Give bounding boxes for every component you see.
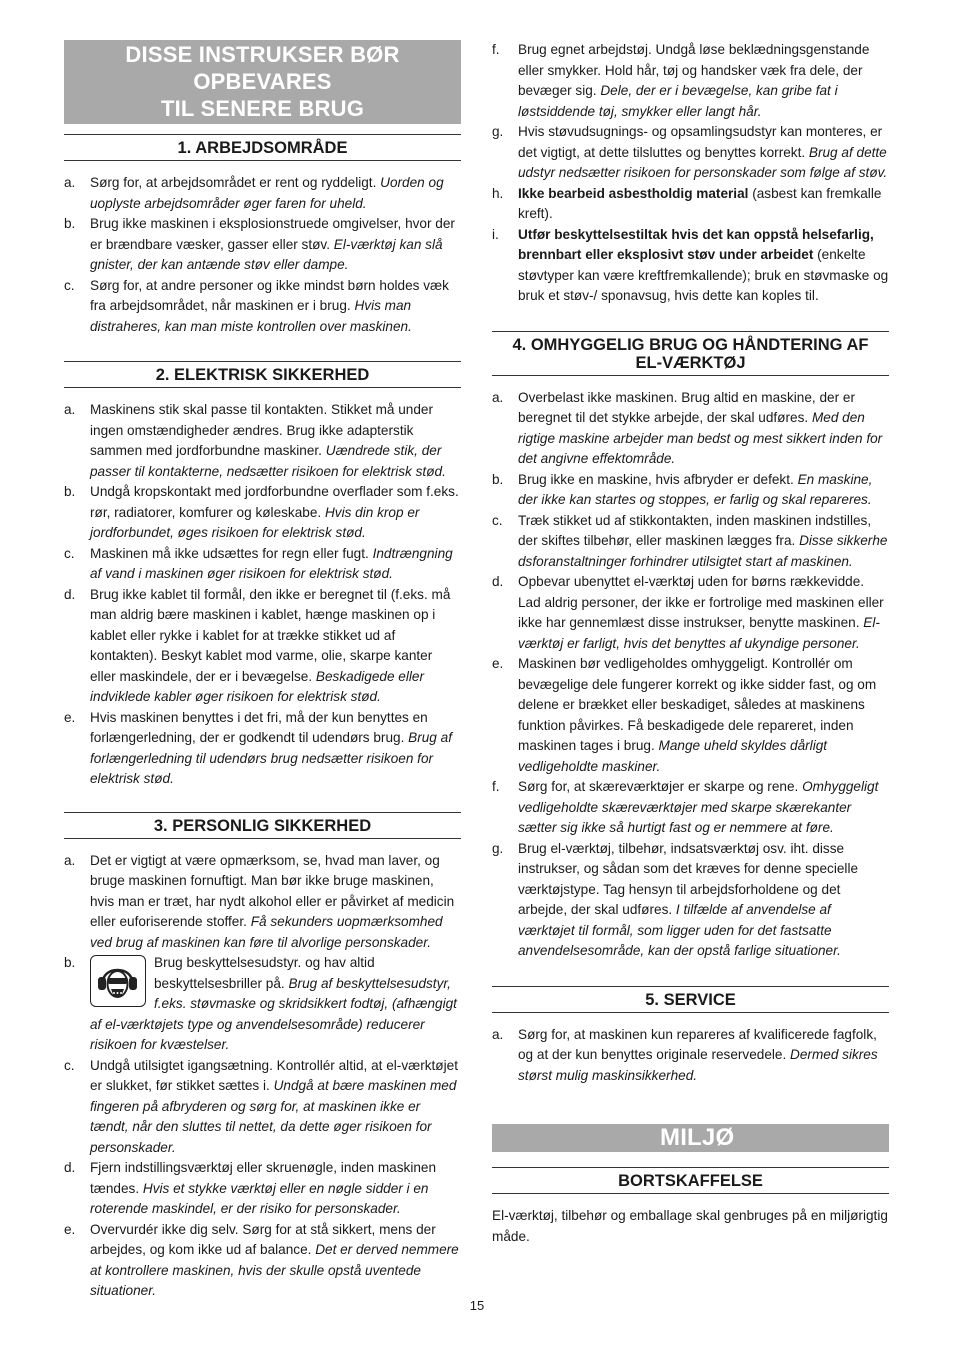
item-bold-text: Utfør beskyttelsestiltak hvis det kan oppstå helsefarlig, brennbart eller eksplosivt støv under arbeidet (518, 226, 874, 262)
item-italic-text: Uorden og uoplyste arbejdsområder øger faren for uheld. (90, 175, 444, 211)
item-italic-text: En maskine, der ikke kan startes og stoppes, er farlig og skal repareres. (518, 471, 873, 507)
section-heading-personal-safety: 3. PERSONLIG SIKKERHED (64, 812, 461, 839)
item-italic-text: Undgå at bære maskinen med fingeren på afbryderen og sørg for, at maskinen ikke er tændt, når den sluttes til nettet, da dette øger risikoen for personskader. (90, 1078, 457, 1155)
item-italic-text: Det er derved nemmere at kontrollere maskinen, hvis der skulle opstå uventede situationer. (90, 1242, 459, 1298)
list-item (492, 122, 889, 184)
item-text: Opbevar ubenyttet el-værktøj uden for børns rækkevidde. Lad aldrig personer, der ikke er fortrolige med maskinen eller ikke har gennemlæst disse instrukser, benytte maskinen. (518, 574, 884, 630)
item-italic-text: El-værktøj kan slå gnister, der kan antænde støv eller dampe. (90, 236, 443, 272)
item-text: Maskinens stik skal passe til kontakten. Stikket må under ingen omstændigheder ændres. Brug ikke adapterstik sammen med jordforbundne maskiner. (90, 402, 434, 458)
item-text: Hvis maskinen benyttes i det fri, må der kun benyttes en forlængerledning, der er godkendt til udendørs brug. (90, 709, 428, 745)
item-text: Brug el-værktøj, tilbehør, indsatsværktøj osv. iht. disse instrukser, og sådan som det kræves for denne specielle værktøjstype. Tag hensyn til arbejdsforholdene og det arbejde, der skal udføres. (518, 840, 859, 917)
left-column (64, 40, 461, 1302)
item-letter: c. (64, 545, 75, 561)
item-text: Sørg for, at maskinen kun repareres af kvalificerede fagfolk, og at der kun benyttes originale reservedele. (518, 1026, 877, 1062)
item-letter: a. (64, 402, 76, 417)
section-list-electrical-safety (64, 400, 461, 790)
list-item (492, 1025, 889, 1087)
item-italic-text: Brug af beskyttelsesudstyr, f.eks. støvmaske og skridsikkert fodtøj, (afhængigt af el-værktøjets type og anvendelsesområde) reducerer risikoen for kvæstelser. (90, 975, 457, 1052)
section-list-personal-safety (64, 851, 461, 1302)
item-italic-text: Brug af dette udstyr nedsætter risikoen for personskader som følge af støv. (518, 144, 888, 180)
item-letter: g. (492, 840, 504, 856)
item-letter: d. (64, 586, 76, 602)
item-text: Hvis støvudsugnings- og opsamlingsudstyr kan monteres, er det vigtigt, at dette tilsluttes og benyttes korrekt. (518, 124, 883, 160)
right-column (492, 40, 889, 1247)
item-letter: g. (492, 124, 504, 139)
item-letter: b. (492, 471, 504, 487)
page-title-banner (64, 40, 461, 124)
item-text: Brug egnet arbejdstøj. Undgå løse beklædningsgenstande eller smykker. Hold hår, tøj og handsker væk fra dele, der bevæger sig. (518, 42, 870, 98)
item-letter: a. (492, 389, 504, 405)
section-heading-electrical-safety: 2. ELEKTRISK SIKKERHED (64, 361, 461, 388)
list-item (492, 654, 889, 777)
item-letter: b. (64, 955, 76, 970)
item-italic-text: Uændrede stik, der passer til kontakterne, nedsætter risikoen for elektrisk stød. (90, 443, 446, 479)
list-item (492, 40, 889, 122)
item-italic-text: I tilfælde af anvendelse af værktøjet til formål, som ligger uden for det fastsatte anvendelsesområde, kan der opstå farlige situationer. (518, 902, 841, 958)
item-text: Træk stikket ud af stikkontakten, inden maskinen indstilles, der skiftes tilbehør, eller maskinen lægges fra. (518, 512, 872, 548)
item-italic-text: Få sekunders uopmærksomhed ved brug af maskinen kan føre til alvorlige personskader. (90, 914, 443, 950)
list-item (64, 1220, 461, 1302)
item-letter: i. (492, 226, 499, 242)
safety-gear-icon (90, 955, 146, 1007)
item-text: Brug ikke kablet til formål, den ikke er beregnet til (f.eks. må man aldrig bære maskinen i kablet, hænge maskinen op i kablet eller rykke i kablet for at trække stikket ud af kontakten). Beskyt kablet mod varme, olie, skarpe kanter eller maskindele, der er i bevægelse. (90, 586, 451, 684)
item-italic-text: Dermed sikres størst mulig maskinsikkerhed. (518, 1047, 878, 1083)
page-title-line1: DISSE INSTRUKSER BØR OPBEVARES (125, 42, 400, 94)
item-text: Undgå kropskontakt med jordforbundne overflader som f.eks. rør, radiatorer, komfurer og køleskabe. (90, 484, 459, 520)
section-heading-tool-use (492, 331, 889, 376)
item-italic-text: Indtrængning af vand i maskinen øger risikoen for elektrisk stød. (90, 545, 453, 581)
item-italic-text: Hvis man distraheres, kan man miste kontrollen over maskinen. (90, 298, 412, 334)
item-text: (enkelte støvtyper kan være kreftfremkallende); bruk en støvmaske og bruk et støv-/ sponavsug, hvis dette kan koples til. (518, 247, 889, 303)
list-item (492, 225, 889, 307)
section-list-personal-safety-cont (492, 40, 889, 307)
item-italic-text: Hvis et stykke værktøj eller en nøgle sidder i en roterende maskindel, er der risiko for personskader. (90, 1180, 429, 1216)
list-item (64, 276, 461, 338)
section-heading-disposal: BORTSKAFFELSE (492, 1167, 889, 1194)
item-letter: a. (492, 1026, 504, 1042)
item-letter: f. (492, 779, 500, 794)
item-letter: d. (492, 574, 504, 589)
item-italic-text: El-værktøj er farligt, hvis det benyttes af ukyndige personer. (518, 615, 880, 651)
item-letter: c. (492, 512, 503, 528)
item-italic-text: Omhyggeligt vedligeholdte skæreværktøjer med skarpe skærekanter sætter sig ikke så hurtigt fast og er nemmere at føre. (518, 779, 879, 835)
item-letter: e. (64, 709, 76, 725)
item-letter: d. (64, 1160, 76, 1175)
list-item (64, 585, 461, 708)
item-italic-text: Mange uheld skyldes dårligt vedligeholdte maskiner. (518, 738, 828, 774)
item-text: Maskinen må ikke udsættes for regn eller fugt. (90, 545, 373, 561)
list-item (492, 184, 889, 225)
list-item (64, 400, 461, 482)
item-letter: h. (492, 185, 504, 201)
list-item (64, 173, 461, 214)
section-heading-work-area: 1. ARBEJDSOMRÅDE (64, 134, 461, 161)
item-text: Sørg for, at andre personer og ikke mindst børn holdes væk fra arbejdsområdet, når maskinen er i brug. (90, 277, 449, 313)
page-title-line2: TIL SENERE BRUG (160, 96, 365, 121)
section-heading-tool-use-line1: 4. OMHYGGELIG BRUG OG HÅNDTERING AF (512, 335, 869, 354)
list-item (64, 708, 461, 790)
item-text: Maskinen bør vedligeholdes omhyggeligt. Kontrollér om bevægelige dele fungerer korrekt og ikke sidder fast, og om delene er brækket eller beskadiget, således at maskinens funktion påvirkes. Få beskadigede dele repareret, inden maskinen tages i brug. (518, 656, 877, 753)
list-item (64, 544, 461, 585)
list-item (492, 572, 889, 654)
environment-banner: MILJØ (492, 1124, 889, 1152)
item-italic-text: Med den rigtige maskine arbejder man bedst og mest sikkert inden for det angivne effektområde. (518, 410, 883, 466)
item-text: Overbelast ikke maskinen. Brug altid en maskine, der er beregnet til det stykke arbejde, der skal udføres. (518, 389, 855, 425)
item-text: Det er vigtigt at være opmærksom, se, hvad man laver, og bruge maskinen fornuftigt. Man bør ikke bruge maskinen, hvis man er træt, har nydt alkohol eller er påvirket af medicin eller euforiserende stoffer. (90, 852, 455, 929)
list-item (64, 214, 461, 276)
item-text: Sørg for, at skæreværktøjer er skarpe og rene. (518, 779, 803, 794)
item-letter: c. (64, 277, 75, 293)
list-item (492, 839, 889, 962)
list-item (492, 470, 889, 511)
item-text: Overvurdér ikke dig selv. Sørg for at stå sikkert, mens der arbejdes, og kom ikke ud af balance. (90, 1221, 436, 1257)
item-text: Brug ikke maskinen i eksplosionstruede omgivelser, hvor der er brændbare væsker, gasser eller støv. (90, 216, 455, 252)
item-letter: b. (64, 484, 76, 499)
item-text: Fjern indstillingsværktøj eller skruenøgle, inden maskinen tændes. (90, 1160, 437, 1196)
item-letter: a. (64, 852, 76, 868)
item-letter: f. (492, 42, 500, 57)
section-list-service (492, 1025, 889, 1087)
item-letter: e. (492, 656, 504, 671)
item-text: Brug ikke en maskine, hvis afbryder er defekt. (518, 471, 798, 487)
item-text: Brug beskyttelsesudstyr. og hav altid beskyttelsesbriller på. (154, 955, 375, 991)
section-heading-service: 5. SERVICE (492, 986, 889, 1013)
list-item (492, 777, 889, 839)
disposal-text: El-værktøj, tilbehør og emballage skal genbruges på en miljørigtig måde. (492, 1208, 888, 1244)
section-list-tool-use (492, 388, 889, 962)
item-italic-text: Dele, der er i bevægelse, kan gribe fat i løstsiddende tøj, smykker eller langt hår. (518, 83, 838, 119)
list-item (64, 953, 461, 1056)
item-italic-text: Brug af forlængerledning til udendørs brug nedsætter risikoen for elektrisk stød. (90, 730, 452, 786)
item-letter: a. (64, 175, 76, 190)
item-bold-text: Ikke bearbeid asbestholdig material (518, 185, 749, 201)
item-letter: c. (64, 1057, 75, 1073)
list-item (64, 1158, 461, 1220)
item-text: (asbest kan fremkalle kreft). (518, 185, 882, 221)
item-letter: e. (64, 1221, 76, 1237)
item-text: Undgå utilsigtet igangsætning. Kontrollér altid, at el-værktøjet er slukket, før stikket sættes i. (90, 1057, 458, 1093)
item-italic-text: Disse sikkerhe dsforanstaltninger forhindrer utilsigtet start af maskinen. (518, 533, 888, 569)
list-item (64, 1056, 461, 1159)
list-item (492, 388, 889, 470)
page-number: 15 (469, 1298, 485, 1313)
item-letter: b. (64, 216, 76, 231)
item-text: Sørg for, at arbejdsområdet er rent og ryddeligt. (90, 175, 381, 190)
list-item (64, 482, 461, 544)
list-item (492, 511, 889, 573)
section-list-work-area (64, 173, 461, 337)
list-item (64, 851, 461, 954)
section-heading-tool-use-line2: EL-VÆRKTØJ (635, 353, 746, 372)
item-italic-text: Hvis din krop er jordforbundet, øges risikoen for elektrisk stød. (90, 504, 420, 540)
item-italic-text: Beskadigede eller indviklede kabler øger risikoen for elektrisk stød. (90, 668, 424, 704)
